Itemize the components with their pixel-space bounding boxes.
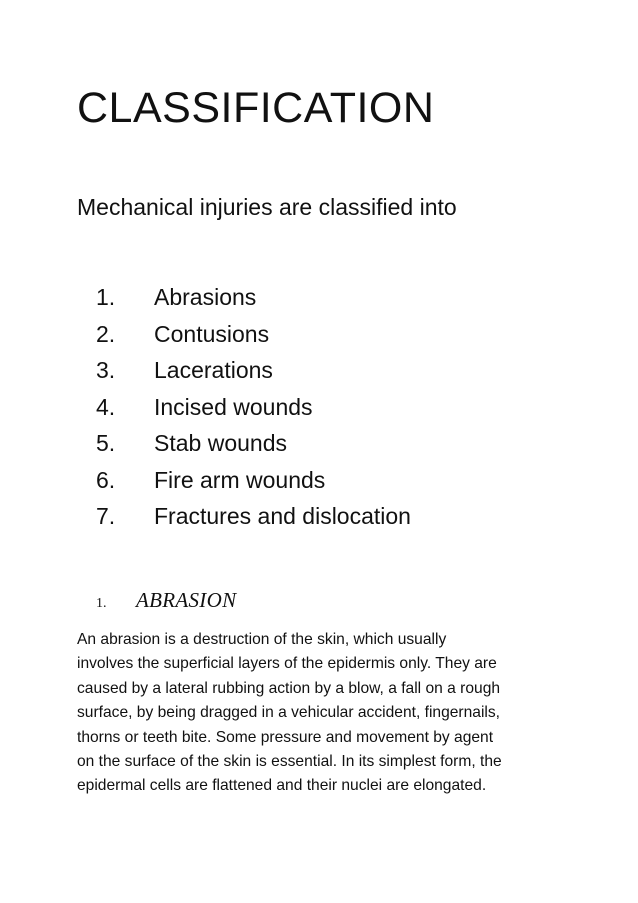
list-item-number: 2. (96, 320, 116, 347)
section-heading (96, 588, 236, 613)
list-item-number: 5. (96, 430, 116, 456)
paragraph-line: surface, by being dragged in a vehicular accident, fingernails, (77, 704, 501, 722)
paragraph-line: caused by a lateral rubbing action by a blow, a fall on a rough (77, 679, 501, 697)
list-item-label: Incised wounds (154, 393, 313, 420)
list-item-number: 6. (96, 466, 116, 493)
section-title: ABRASION (136, 588, 237, 612)
list-item-label: Fractures and dislocation (154, 503, 411, 529)
list-item-label: Fire arm wounds (154, 466, 326, 493)
abrasion-paragraph (77, 628, 567, 799)
paragraph-line: thorns or teeth bite. Some pressure and movement by agent (77, 728, 494, 746)
list-item-number: 4. (96, 393, 116, 420)
list-item-label: Lacerations (154, 357, 273, 383)
list-item-number: 7. (96, 503, 116, 529)
list-item (96, 392, 411, 429)
list-item (96, 428, 411, 465)
page-title: CLASSIFICATION (77, 84, 435, 132)
intro-text: Mechanical injuries are classified into (77, 194, 457, 220)
list-item (96, 501, 411, 538)
list-item-number: 1. (96, 284, 116, 310)
list-item-label: Stab wounds (154, 430, 287, 456)
list-item-label: Contusions (154, 320, 270, 347)
paragraph-line: involves the superficial layers of the epidermis only. They are (77, 655, 497, 673)
classification-list (96, 282, 411, 538)
list-item (96, 282, 411, 319)
list-item-number: 3. (96, 357, 116, 383)
section-number: 1. (96, 596, 107, 611)
paragraph-line: on the surface of the skin is essential. In its simplest form, the (77, 753, 502, 771)
list-item-label: Abrasions (154, 284, 257, 310)
list-item (96, 465, 411, 502)
paragraph-line: An abrasion is a destruction of the skin, which usually (77, 631, 447, 648)
list-item (96, 319, 411, 356)
paragraph-line: epidermal cells are flattened and their nuclei are elongated. (77, 777, 487, 795)
list-item (96, 355, 411, 392)
